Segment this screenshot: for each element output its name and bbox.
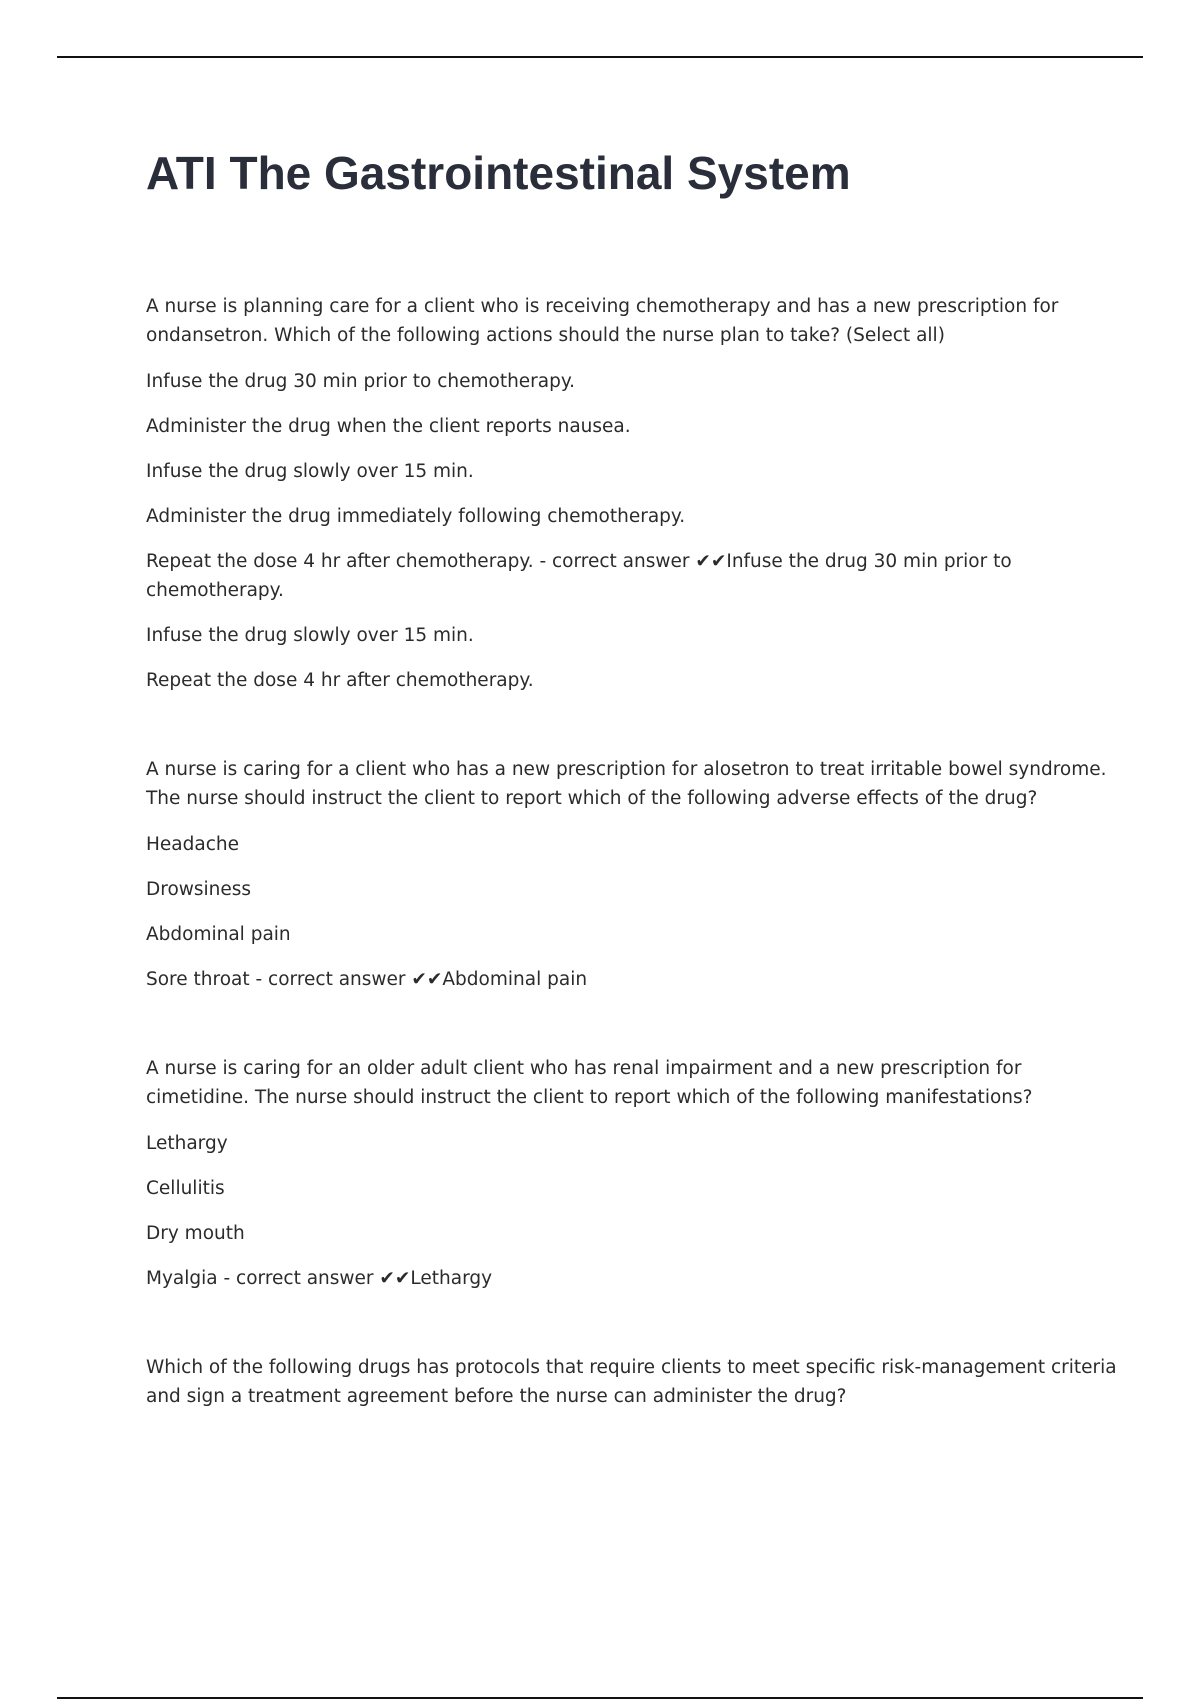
top-rule xyxy=(57,56,1143,58)
question-prompt: A nurse is caring for an older adult client who has renal impairment and a new prescription for cimetidine. The nurse should instruct the client to report which of the following manifestations? xyxy=(146,1058,1033,1108)
answer-key-line: Repeat the dose 4 hr after chemotherapy. - correct answer ✔✔Infuse the drug 30 min prior to chemotherapy. xyxy=(146,551,1012,601)
question-prompt: A nurse is planning care for a client who is receiving chemotherapy and has a new prescription for ondansetron. Which of the following actions should the nurse plan to take? (Select all) xyxy=(146,296,1059,346)
answer-key-line: Sore throat - correct answer ✔✔Abdominal pain xyxy=(146,969,588,990)
answer-line: Administer the drug immediately following chemotherapy. xyxy=(146,506,686,527)
answer-line: Repeat the dose 4 hr after chemotherapy. xyxy=(146,670,534,691)
answer-line: Administer the drug when the client reports nausea. xyxy=(146,416,631,437)
question-prompt: A nurse is caring for a client who has a new prescription for alosetron to treat irritable bowel syndrome. The nurse should instruct the client to report which of the following adverse effects of the drug? xyxy=(146,759,1107,809)
document-title: ATI The Gastrointestinal System xyxy=(146,147,851,199)
question-list xyxy=(146,292,1117,1428)
question-block-3 xyxy=(146,1054,1091,1293)
answer-line: Headache xyxy=(146,834,239,855)
bottom-rule xyxy=(57,1697,1143,1699)
answer-line: Infuse the drug slowly over 15 min. xyxy=(146,461,474,482)
answer-line: Cellulitis xyxy=(146,1178,225,1199)
answer-line: Lethargy xyxy=(146,1133,228,1154)
answer-line: Drowsiness xyxy=(146,879,252,900)
answer-line: Dry mouth xyxy=(146,1223,245,1244)
answer-line: Abdominal pain xyxy=(146,924,291,945)
answer-line: Infuse the drug 30 min prior to chemotherapy. xyxy=(146,371,576,392)
question-block-4 xyxy=(146,1353,1117,1411)
answer-key-line: Myalgia - correct answer ✔✔Lethargy xyxy=(146,1268,493,1289)
answer-line: Infuse the drug slowly over 15 min. xyxy=(146,625,474,646)
question-block-1 xyxy=(146,292,1091,695)
question-block-2 xyxy=(146,755,1107,994)
question-prompt: Which of the following drugs has protocols that require clients to meet specific risk-management criteria and sign a treatment agreement before the nurse can administer the drug? xyxy=(146,1357,1117,1407)
